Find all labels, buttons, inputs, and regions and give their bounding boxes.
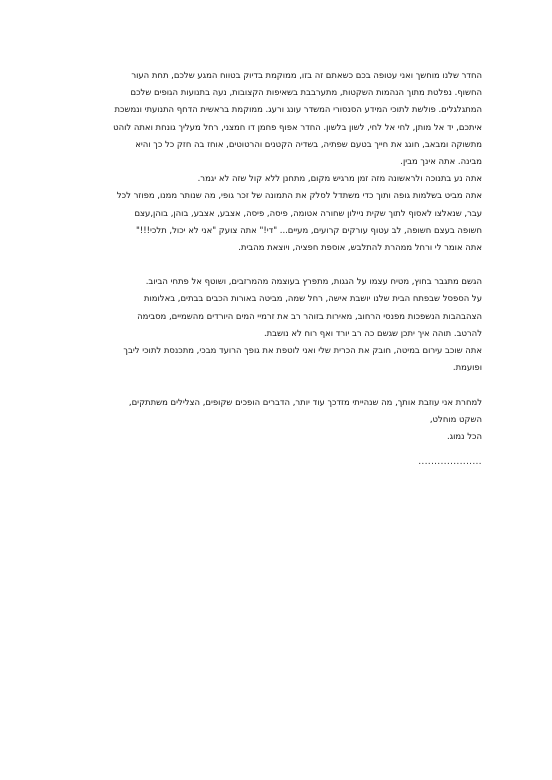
text-line: השקט מוחלט, [429,413,482,424]
text-line: אתה מביט בשלמות גופה ותוך כדי משתדל לסלק את התמונה של זכר גופי, מה שנותר ממנו, מפוזר לכל [116,190,482,201]
text-line: מתשוקה ומבאב, חוגג את חייך בטעם שפתיה, בשדיה הקטנים והרטוטים, אוחז בה חזק כל כך והיא [135,138,482,149]
text-line: אתה אומר לי ורחל ממהרת להתלבש, אוספת חפציה, ויוצאת מהבית. [238,241,482,252]
text-line: אתה שוכב עירום במיטה, חובק את הכרית שלי ואני לוטפת את גופך הרועד מבכי, מתכנסת לתוכי ליבך [123,345,482,355]
text-line: למחרת אני עוזבת אותך, מה שנהייתי מזדכך עוד יותר, הדברים הופכים שקופים, הצלילים משתתקים, [128,396,482,407]
text-line: על הספסל שבפתח הבית שלנו יושבת אישה, רחל שמה, מביטה באורות הכבים בבתים, באלומות [143,293,482,304]
ending-dots: .................... [418,456,482,467]
paragraph-spacer [70,445,482,453]
text-line: הכל נמוג. [446,430,482,441]
text-line: ופועמת. [452,362,482,373]
text-line: החשוף. נפלטת מתוך הנהמות השקטות, מתערבבת בשאיפות הקצובות, נעה בתנועות הגופים שלכם [130,87,482,98]
text-line: הגשם מתגבר בחוץ, מטיח עצמו על הגגות, מתפרץ בעוצמה מהמרזבים, ושוטף אל פתחי הביוב. [145,276,482,287]
paragraph [70,170,482,256]
text-line: חשופה בעצם חשופה, לב עטוף עורקים קרועים, מעיים... "די!" אתה צועק "אני לא יכול, תלכי!!!" [136,224,482,235]
paragraph-spacer [70,376,482,393]
document-body [70,67,482,470]
text-line: אתה נע בתנוכה ולראשונה מזה זמן מרגיש מקום, מתחנן ללא קול שזה לא יגמר. [197,173,482,184]
text-line: להרטב. תוהה איך יתכן שגשם כה רב יורד ואף רוח לא נושבת. [263,327,482,338]
text-line: החדר שלנו מוחשך ואני עטופה בכם כשאתם זה בזו, ממוקמת בדיוק בטווח המגע שלכם, תחת העור [131,70,482,80]
text-line: איתכם, יד אל מותן, לחי אל לחי, לשון בלשון. החדר אפוף פחמן דו חמצני, רחל מעליך גונחת ואתה לוהט [113,121,482,132]
paragraph [70,67,482,170]
text-line: הצהבהבות הנשפכות מפנסי הרחוב, מאירות בזוהר רב את זרמיי המים היורדים מהשמיים, מסבימה [137,310,482,321]
text-line: המתגלגלים. פולשת לתוכי המידע הסנסורי המשדר עונג ורעג. ממוקמת בראשית הדחף התנועתי ונמשכת [114,104,482,115]
paragraph-spacer [70,256,482,273]
paragraph [70,273,482,376]
text-line: עבר, שנאלצו לאסוף לתוך שקית ניילון שחורה אטומה, פיסה, פיסה, אצבע, אצבע, בוהן, בוהן,עצם [134,207,482,218]
paragraph [70,394,482,446]
text-line: מבינה. אתה אינך מבין. [400,155,482,166]
